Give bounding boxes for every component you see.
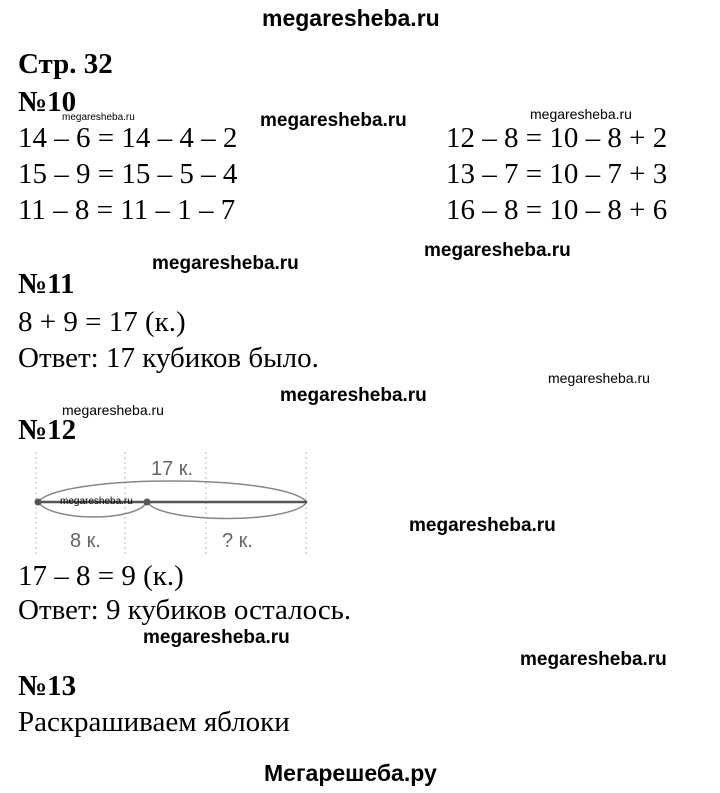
unknown-arc [147,502,307,519]
ex10-left-line-2: 15 – 9 = 15 – 5 – 4 [18,158,238,190]
watermark: megaresheba.ru [520,649,667,670]
watermark: megaresheba.ru [260,110,407,131]
ex10-right-line-3: 16 – 8 = 10 – 8 + 6 [446,194,668,226]
total-label: 17 к. [151,458,194,480]
watermark: megaresheba.ru [548,370,650,386]
ex10-left-line-3: 11 – 8 = 11 – 1 – 7 [18,194,236,226]
ex12-title: №12 [18,414,77,446]
watermark: megaresheba.ru [409,515,556,536]
watermark: megaresheba.ru [424,240,571,261]
ex10-right-line-2: 13 – 7 = 10 – 7 + 3 [446,158,668,190]
ex10-title: №10 [18,86,77,118]
unknown-label: ? к. [222,530,253,552]
watermark: megaresheba.ru [143,627,290,648]
segment-start-point [35,499,42,506]
ex12-solution: 17 – 8 = 9 (к.) [18,560,184,592]
footer-watermark: Мегарешеба.ру [264,760,437,786]
ex12-answer: Ответ: 9 кубиков осталось. [18,594,352,626]
ex13-title: №13 [18,670,77,702]
ex11-solution: 8 + 9 = 17 (к.) [18,306,186,338]
watermark: megaresheba.ru [62,112,135,123]
header-watermark: megaresheba.ru [262,5,440,31]
ex11-title: №11 [18,268,75,300]
watermark: megaresheba.ru [530,106,632,122]
watermark: megaresheba.ru [152,253,299,274]
ex10-left-line-1: 14 – 6 = 14 – 4 – 2 [18,122,238,154]
ex10-right-line-1: 12 – 8 = 10 – 8 + 2 [446,122,668,154]
watermark: megaresheba.ru [60,496,133,507]
segment-split-point [144,499,151,506]
ex11-answer: Ответ: 17 кубиков было. [18,342,319,374]
ex13-text: Раскрашиваем яблоки [18,706,290,738]
part-label: 8 к. [70,530,101,552]
watermark: megaresheba.ru [62,402,164,418]
watermark: megaresheba.ru [280,385,427,406]
page-label: Стр. 32 [18,48,113,80]
